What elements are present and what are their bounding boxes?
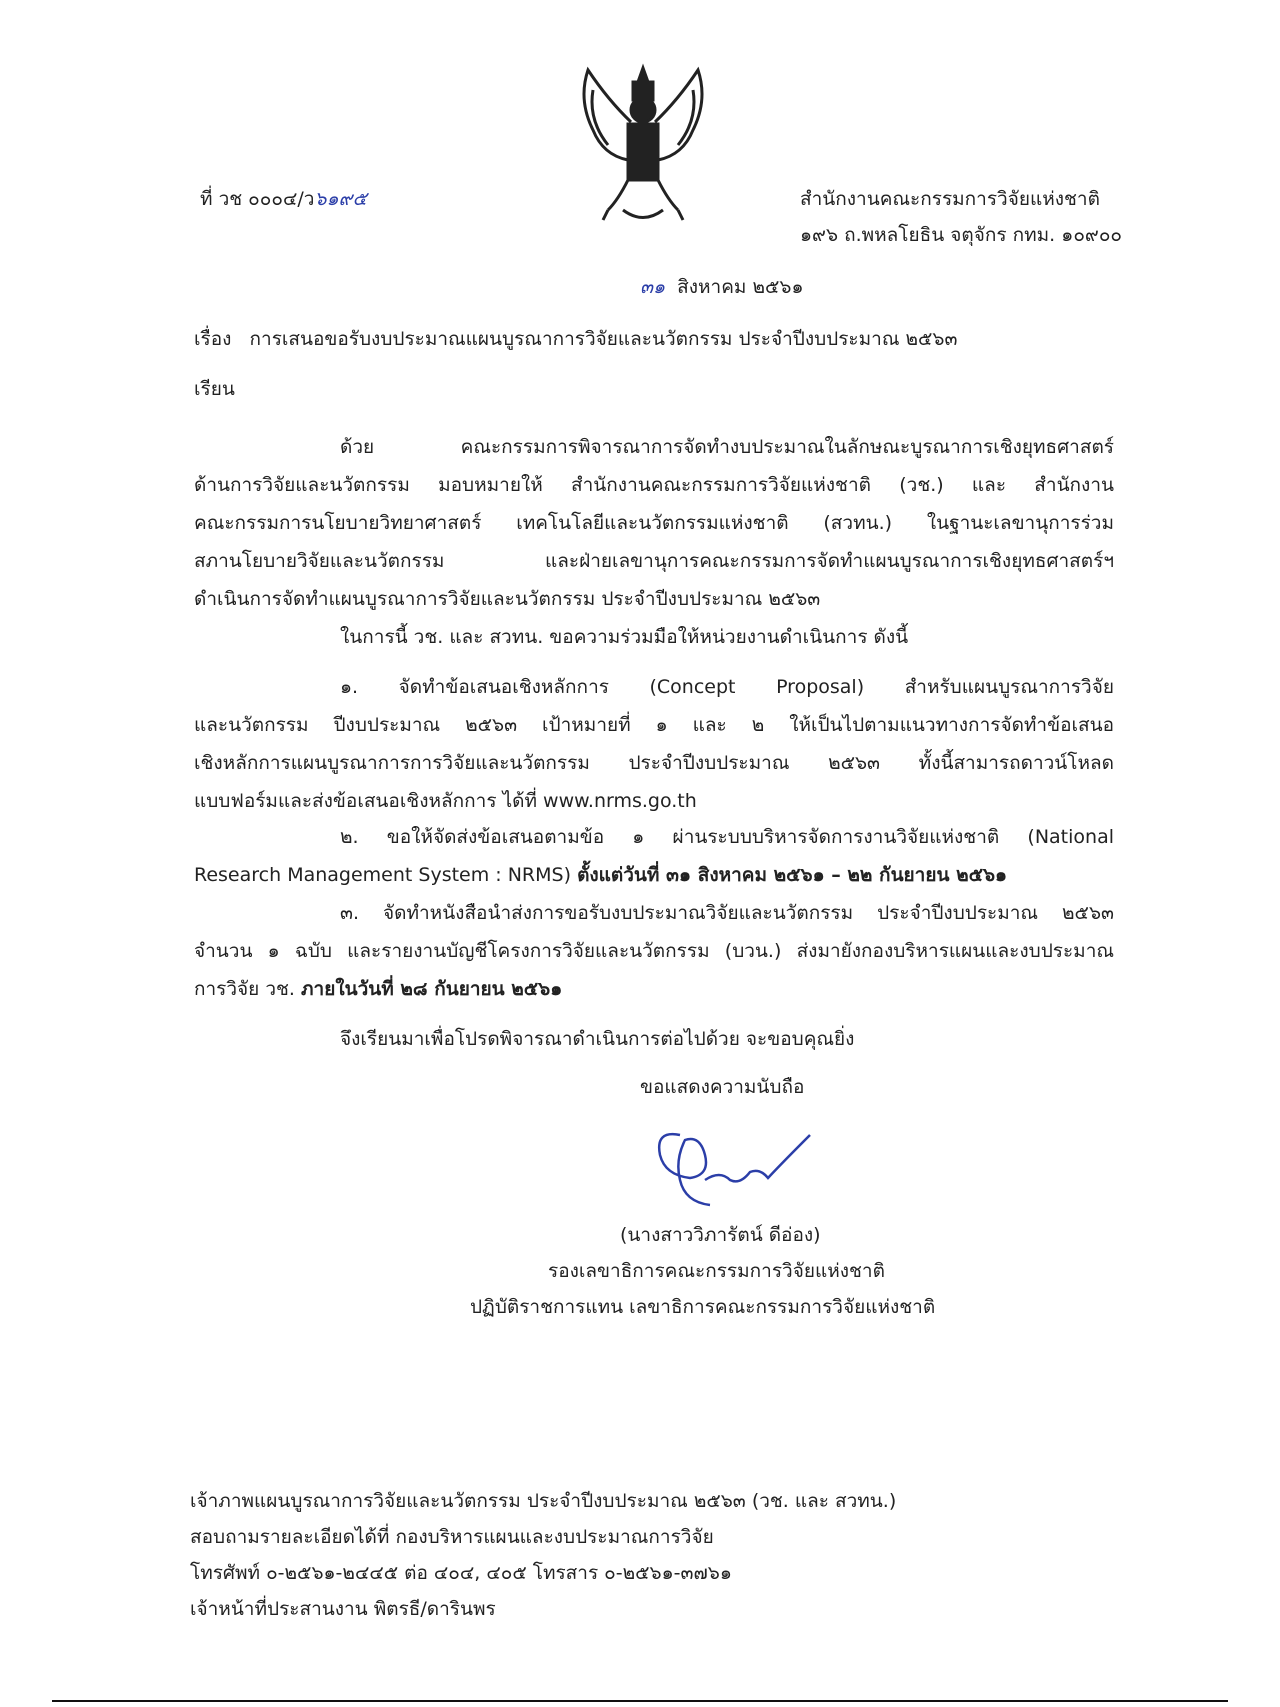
- item-2-line: ๒. ขอให้จัดส่งข้อเสนอตามข้อ ๑ ผ่านระบบบริหารจัดการงานวิจัยแห่งชาติ (National: [340, 826, 1114, 848]
- item-1-line: เชิงหลักการแผนบูรณาการการวิจัยและนวัตกรรม ประจำปีงบประมาณ ๒๕๖๓ ทั้งนี้สามารถดาวน์โหลด: [194, 752, 1114, 774]
- paragraph-2: ในการนี้ วช. และ สวทน. ขอความร่วมมือให้หน่วยงานดำเนินการ ดังนี้: [340, 626, 909, 648]
- footer-line: โทรศัพท์ ๐-๒๕๖๑-๒๔๔๕ ต่อ ๔๐๔, ๔๐๕ โทรสาร ๐-๒๕๖๑-๓๗๖๑: [190, 1562, 732, 1584]
- item-1-line: ๑. จัดทำข้อเสนอเชิงหลักการ (Concept Proposal) สำหรับแผนบูรณาการวิจัย: [340, 676, 1114, 698]
- paragraph-1-line: ด้วย คณะกรรมการพิจารณาการจัดทำงบประมาณในลักษณะบูรณาการเชิงยุทธศาสตร์: [340, 436, 1114, 458]
- reference-number: ที่ วช ๐๐๐๔/ว๖๑๙๕: [200, 188, 367, 210]
- paragraph-1-line: ด้านการวิจัยและนวัตกรรม มอบหมายให้ สำนักงานคณะกรรมการวิจัยแห่งชาติ (วช.) และ สำนักงาน: [194, 474, 1114, 496]
- org-name: สำนักงานคณะกรรมการวิจัยแห่งชาติ: [800, 188, 1100, 210]
- org-address: ๑๙๖ ถ.พหลโยธิน จตุจักร กทม. ๑๐๙๐๐: [800, 224, 1123, 246]
- item-1-line: และนวัตกรรม ปีงบประมาณ ๒๕๖๓ เป้าหมายที่ ๑ และ ๒ ให้เป็นไปตามแนวทางการจัดทำข้อเสนอ: [194, 714, 1114, 736]
- item-2-deadline: ตั้งแต่วันที่ ๓๑ สิงหาคม ๒๕๖๑ – ๒๒ กันยายน ๒๕๖๑: [577, 864, 1008, 886]
- signer-name: (นางสาววิภารัตน์ ดีอ่อง): [620, 1224, 821, 1246]
- item-3-line: การวิจัย วช. ภายในวันที่ ๒๘ กันยายน ๒๕๖๑: [194, 978, 563, 1000]
- paragraph-1-line: สภานโยบายวิจัยและนวัตกรรม และฝ่ายเลขานุการคณะกรรมการจัดทำแผนบูรณาการเชิงยุทธศาสตร์ฯ: [194, 550, 1114, 572]
- subject-line: เรื่อง การเสนอขอรับงบประมาณแผนบูรณาการวิจัยและนวัตกรรม ประจำปีงบประมาณ ๒๕๖๓: [194, 328, 958, 350]
- item-3-deadline: ภายในวันที่ ๒๘ กันยายน ๒๕๖๑: [301, 978, 563, 1000]
- signature-icon: [650, 1120, 820, 1210]
- footer-line: เจ้าภาพแผนบูรณาการวิจัยและนวัตกรรม ประจำปีงบประมาณ ๒๕๖๓ (วช. และ สวทน.): [190, 1490, 897, 1512]
- handwritten-day: ๓๑: [640, 276, 666, 298]
- handwritten-reference: ๖๑๙๕: [314, 188, 367, 210]
- regards: ขอแสดงความนับถือ: [640, 1076, 805, 1098]
- signer-position: รองเลขาธิการคณะกรรมการวิจัยแห่งชาติ: [548, 1260, 885, 1282]
- item-1-line: แบบฟอร์มและส่งข้อเสนอเชิงหลักการ ได้ที่ www.nrms.go.th: [194, 790, 697, 812]
- footer-line: สอบถามรายละเอียดได้ที่ กองบริหารแผนและงบประมาณการวิจัย: [190, 1526, 714, 1548]
- garuda-emblem-icon: [568, 60, 718, 230]
- signer-acting-position: ปฏิบัติราชการแทน เลขาธิการคณะกรรมการวิจัยแห่งชาติ: [470, 1296, 936, 1318]
- bottom-rule: [52, 1700, 1228, 1702]
- salutation: เรียน: [194, 378, 235, 400]
- closing-line: จึงเรียนมาเพื่อโปรดพิจารณาดำเนินการต่อไปด้วย จะขอบคุณยิ่ง: [340, 1028, 855, 1050]
- item-3-line: ๓. จัดทำหนังสือนำส่งการขอรับงบประมาณวิจัยและนวัตกรรม ประจำปีงบประมาณ ๒๕๖๓: [340, 902, 1114, 924]
- paragraph-1-line: คณะกรรมการนโยบายวิทยาศาสตร์ เทคโนโลยีและนวัตกรรมแห่งชาติ (สวทน.) ในฐานะเลขานุการร่วม: [194, 512, 1114, 534]
- footer-line: เจ้าหน้าที่ประสานงาน พิตรธี/ดารินพร: [190, 1598, 496, 1620]
- paragraph-1-line: ดำเนินการจัดทำแผนบูรณาการวิจัยและนวัตกรรม ประจำปีงบประมาณ ๒๕๖๓: [194, 588, 821, 610]
- letter-date: ๓๑ สิงหาคม ๒๕๖๑: [640, 276, 804, 298]
- item-2-line: Research Management System : NRMS) ตั้งแต่วันที่ ๓๑ สิงหาคม ๒๕๖๑ – ๒๒ กันยายน ๒๕๖๑: [194, 864, 1008, 886]
- item-3-line: จำนวน ๑ ฉบับ และรายงานบัญชีโครงการวิจัยและนวัตกรรม (บวน.) ส่งมายังกองบริหารแผนและงบประมาณ: [194, 940, 1114, 962]
